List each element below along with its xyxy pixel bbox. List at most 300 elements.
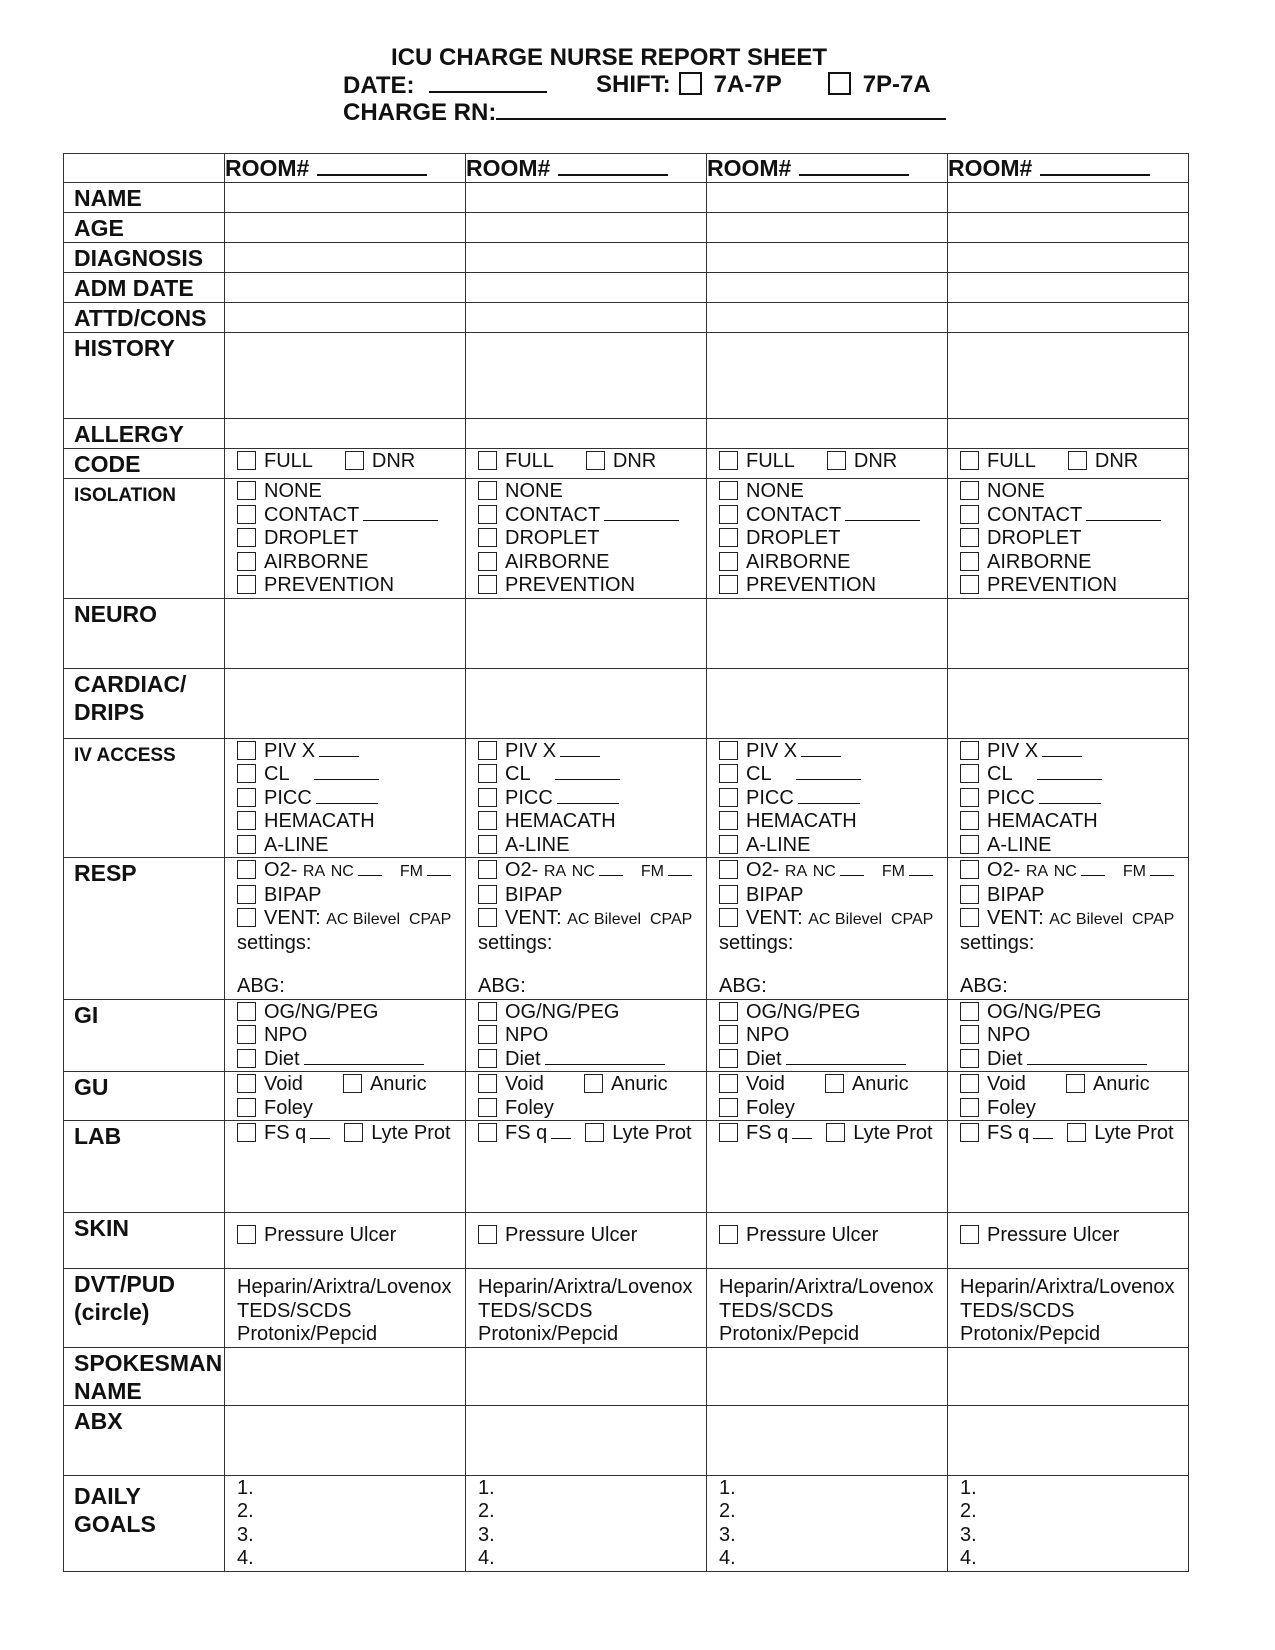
hemacath-checkbox[interactable] xyxy=(478,811,497,830)
diet-checkbox[interactable] xyxy=(719,1049,738,1068)
room-header-2[interactable] xyxy=(466,154,707,183)
shift-night-checkbox[interactable] xyxy=(828,72,851,95)
row-label-text: DAILY xyxy=(74,1482,141,1509)
age-room-3[interactable] xyxy=(707,213,948,243)
settings-label: settings: xyxy=(478,931,553,954)
bipap-checkbox[interactable] xyxy=(960,885,979,904)
anuric-checkbox[interactable] xyxy=(1066,1074,1085,1093)
a-line-checkbox[interactable] xyxy=(237,835,256,854)
dnr-checkbox[interactable] xyxy=(586,451,605,470)
spokesman-room-3[interactable] xyxy=(707,1347,948,1405)
row-label xyxy=(64,858,225,1000)
neuro-room-4[interactable] xyxy=(948,598,1189,668)
room-label: ROOM# xyxy=(948,155,1033,181)
full-code-checkbox[interactable] xyxy=(960,451,979,470)
goal-item[interactable]: 3. xyxy=(478,1523,495,1546)
history-room-3[interactable] xyxy=(707,333,948,419)
teds-scds-option[interactable]: TEDS/SCDS xyxy=(960,1299,1075,1322)
isolation-airborne-checkbox[interactable] xyxy=(237,552,256,571)
dvt-pud-room-1 xyxy=(225,1269,466,1348)
diet-label: Diet xyxy=(264,1047,300,1070)
cardiac-drips-room-2[interactable] xyxy=(466,668,707,738)
cardiac-drips-room-3[interactable] xyxy=(707,668,948,738)
name-room-3[interactable] xyxy=(707,183,948,213)
abx-room-4[interactable] xyxy=(948,1405,1189,1475)
neuro-room-1[interactable] xyxy=(225,598,466,668)
a-line-checkbox[interactable] xyxy=(719,835,738,854)
o2-label: O2- xyxy=(264,859,298,881)
nc-flow-field[interactable] xyxy=(1081,861,1105,876)
cl-checkbox[interactable] xyxy=(719,764,738,783)
fm-flow-field[interactable] xyxy=(1150,861,1174,876)
anticoagulant-options[interactable]: Heparin/Arixtra/Lovenox xyxy=(719,1276,934,1298)
npo-checkbox[interactable] xyxy=(478,1025,497,1044)
anuric-checkbox[interactable] xyxy=(584,1074,603,1093)
bipap-label: BIPAP xyxy=(987,883,1045,906)
room-header-1[interactable] xyxy=(225,154,466,183)
room-number-field[interactable] xyxy=(1040,156,1150,176)
room-number-field[interactable] xyxy=(558,156,668,176)
goal-item[interactable]: 1. xyxy=(719,1476,736,1499)
diet-checkbox[interactable] xyxy=(237,1049,256,1068)
name-room-2[interactable] xyxy=(466,183,707,213)
void-label: Void xyxy=(505,1073,544,1095)
isolation-none-checkbox[interactable] xyxy=(237,481,256,500)
void-checkbox[interactable] xyxy=(478,1074,497,1093)
allergy-room-2[interactable] xyxy=(466,419,707,449)
diet-detail-field[interactable] xyxy=(304,1050,424,1065)
contact-detail-field[interactable] xyxy=(604,506,679,521)
npo-checkbox[interactable] xyxy=(719,1025,738,1044)
row-label-text: GOALS xyxy=(74,1510,156,1537)
abx-room-3[interactable] xyxy=(707,1405,948,1475)
allergy-room-3[interactable] xyxy=(707,419,948,449)
cl-detail-field[interactable] xyxy=(555,765,620,780)
cl-detail-field[interactable] xyxy=(796,765,861,780)
void-checkbox[interactable] xyxy=(237,1074,256,1093)
goal-item[interactable]: 4. xyxy=(478,1547,495,1569)
shift-label: SHIFT: xyxy=(596,71,671,98)
goal-item[interactable]: 2. xyxy=(478,1500,495,1522)
pressure-ulcer-checkbox[interactable] xyxy=(960,1225,979,1244)
isolation-room-1 xyxy=(225,479,466,599)
isolation-prevention-checkbox[interactable] xyxy=(719,575,738,594)
dnr-checkbox[interactable] xyxy=(827,451,846,470)
og-ng-peg-checkbox[interactable] xyxy=(478,1002,497,1021)
piv-checkbox[interactable] xyxy=(719,741,738,760)
neuro-room-3[interactable] xyxy=(707,598,948,668)
protonix-pepcid-option[interactable]: Protonix/Pepcid xyxy=(960,1323,1101,1345)
npo-label: NPO xyxy=(505,1024,549,1046)
contact-detail-field[interactable] xyxy=(845,506,920,521)
teds-scds-option[interactable]: TEDS/SCDS xyxy=(478,1299,593,1322)
fs-label: FS q xyxy=(264,1122,307,1144)
isolation-none-label: NONE xyxy=(746,480,804,502)
room-label: ROOM# xyxy=(225,155,310,181)
goal-item[interactable]: 2. xyxy=(237,1500,254,1522)
iv-access-room-4 xyxy=(948,738,1189,858)
picc-checkbox[interactable] xyxy=(478,788,497,807)
age-room-2[interactable] xyxy=(466,213,707,243)
isolation-droplet-label: DROPLET xyxy=(746,527,841,549)
age-room-4[interactable] xyxy=(948,213,1189,243)
goal-item[interactable]: 2. xyxy=(719,1500,736,1522)
a-line-checkbox[interactable] xyxy=(960,835,979,854)
code-room-2 xyxy=(466,449,707,479)
a-line-label: A-LINE xyxy=(987,833,1052,856)
picc-detail-field[interactable] xyxy=(557,789,619,804)
foley-checkbox[interactable] xyxy=(478,1098,497,1117)
row-label xyxy=(64,333,225,419)
shift-day-checkbox[interactable] xyxy=(679,72,702,95)
isolation-none-checkbox[interactable] xyxy=(960,481,979,500)
fs-frequency-field[interactable] xyxy=(551,1124,571,1139)
isolation-droplet-checkbox[interactable] xyxy=(719,528,738,547)
row-label-text: GU xyxy=(74,1074,109,1100)
row-label xyxy=(64,738,225,858)
og-ng-peg-checkbox[interactable] xyxy=(719,1002,738,1021)
isolation-prevention-checkbox[interactable] xyxy=(960,575,979,594)
isolation-none-checkbox[interactable] xyxy=(478,481,497,500)
gi-room-1 xyxy=(225,999,466,1072)
dnr-checkbox[interactable] xyxy=(345,451,364,470)
vent-checkbox[interactable] xyxy=(719,908,738,927)
row-label-text: ADM DATE xyxy=(74,275,194,301)
shift-night-label: 7P-7A xyxy=(862,71,931,98)
cl-checkbox[interactable] xyxy=(478,764,497,783)
fs-checkbox[interactable] xyxy=(960,1123,979,1142)
npo-checkbox[interactable] xyxy=(237,1025,256,1044)
picc-detail-field[interactable] xyxy=(316,789,378,804)
fs-label: FS q xyxy=(987,1122,1030,1144)
bipap-label: BIPAP xyxy=(264,883,322,906)
vent-checkbox[interactable] xyxy=(478,908,497,927)
hemacath-checkbox[interactable] xyxy=(237,811,256,830)
report-header xyxy=(0,0,1275,150)
isolation-airborne-checkbox[interactable] xyxy=(478,552,497,571)
bipap-label: BIPAP xyxy=(505,883,563,906)
fm-flow-field[interactable] xyxy=(909,861,933,876)
vent-modes-label: AC Bilevel CPAP xyxy=(1049,911,1175,928)
goal-item[interactable]: 2. xyxy=(960,1500,977,1522)
hemacath-checkbox[interactable] xyxy=(719,811,738,830)
row-label-text: SKIN xyxy=(74,1215,129,1241)
og-ng-peg-label: OG/NG/PEG xyxy=(264,1000,379,1023)
protonix-pepcid-option[interactable]: Protonix/Pepcid xyxy=(719,1323,860,1345)
pressure-ulcer-label: Pressure Ulcer xyxy=(987,1224,1120,1246)
row-label xyxy=(64,1405,225,1475)
fs-checkbox[interactable] xyxy=(237,1123,256,1142)
a-line-checkbox[interactable] xyxy=(478,835,497,854)
isolation-contact-checkbox[interactable] xyxy=(478,505,497,524)
vent-modes-label: AC Bilevel CPAP xyxy=(567,911,693,928)
resp-room-1 xyxy=(225,858,466,1000)
attd-cons-room-2[interactable] xyxy=(466,303,707,333)
room-label: ROOM# xyxy=(707,155,792,181)
date-field[interactable] xyxy=(429,71,547,93)
isolation-contact-label: CONTACT xyxy=(264,503,360,526)
isolation-airborne-checkbox[interactable] xyxy=(960,552,979,571)
age-room-1[interactable] xyxy=(225,213,466,243)
isolation-prevention-checkbox[interactable] xyxy=(478,575,497,594)
diagnosis-room-4[interactable] xyxy=(948,243,1189,273)
lyte-prot-checkbox[interactable] xyxy=(826,1123,845,1142)
cl-checkbox[interactable] xyxy=(237,764,256,783)
gi-room-2 xyxy=(466,999,707,1072)
row-label-text: NAME xyxy=(74,1377,142,1404)
fs-frequency-field[interactable] xyxy=(792,1124,812,1139)
vent-checkbox[interactable] xyxy=(237,908,256,927)
fm-flow-field[interactable] xyxy=(668,861,692,876)
row-label xyxy=(64,1072,225,1121)
nc-flow-field[interactable] xyxy=(840,861,864,876)
teds-scds-option[interactable]: TEDS/SCDS xyxy=(237,1299,352,1322)
anticoagulant-options[interactable]: Heparin/Arixtra/Lovenox xyxy=(237,1276,452,1298)
settings-label: settings: xyxy=(719,931,794,954)
nc-label: NC xyxy=(1053,863,1077,880)
diet-detail-field[interactable] xyxy=(786,1050,906,1065)
room-number-field[interactable] xyxy=(317,156,427,176)
protonix-pepcid-option[interactable]: Protonix/Pepcid xyxy=(478,1323,619,1345)
pressure-ulcer-checkbox[interactable] xyxy=(237,1225,256,1244)
void-checkbox[interactable] xyxy=(719,1074,738,1093)
pressure-ulcer-checkbox[interactable] xyxy=(719,1225,738,1244)
piv-count-field[interactable] xyxy=(801,742,841,757)
abg-label: ABG: xyxy=(237,975,285,997)
row-label xyxy=(64,273,225,303)
piv-checkbox[interactable] xyxy=(960,741,979,760)
dnr-checkbox[interactable] xyxy=(1068,451,1087,470)
contact-detail-field[interactable] xyxy=(363,506,438,521)
isolation-airborne-label: AIRBORNE xyxy=(987,550,1092,573)
diet-detail-field[interactable] xyxy=(545,1050,665,1065)
diet-label: Diet xyxy=(987,1047,1023,1070)
cl-checkbox[interactable] xyxy=(960,764,979,783)
goal-item[interactable]: 4. xyxy=(719,1547,736,1569)
dvt-pud-room-4 xyxy=(948,1269,1189,1348)
fs-frequency-field[interactable] xyxy=(310,1124,330,1139)
hemacath-label: HEMACATH xyxy=(505,810,616,832)
bipap-checkbox[interactable] xyxy=(719,885,738,904)
piv-checkbox[interactable] xyxy=(478,741,497,760)
isolation-droplet-checkbox[interactable] xyxy=(478,528,497,547)
diagnosis-room-3[interactable] xyxy=(707,243,948,273)
isolation-droplet-checkbox[interactable] xyxy=(237,528,256,547)
bipap-checkbox[interactable] xyxy=(237,885,256,904)
fm-flow-field[interactable] xyxy=(427,861,451,876)
allergy-room-1[interactable] xyxy=(225,419,466,449)
a-line-label: A-LINE xyxy=(746,833,811,856)
foley-checkbox[interactable] xyxy=(960,1098,979,1117)
foley-checkbox[interactable] xyxy=(237,1098,256,1117)
bipap-checkbox[interactable] xyxy=(478,885,497,904)
fm-label: FM xyxy=(881,863,905,880)
row-label xyxy=(64,419,225,449)
anticoagulant-options[interactable]: Heparin/Arixtra/Lovenox xyxy=(478,1276,693,1298)
lyte-prot-label: Lyte Prot xyxy=(853,1122,933,1144)
adm-date-room-2[interactable] xyxy=(466,273,707,303)
isolation-contact-checkbox[interactable] xyxy=(719,505,738,524)
piv-label: PIV X xyxy=(987,739,1039,762)
lyte-prot-checkbox[interactable] xyxy=(344,1123,363,1142)
isolation-prevention-checkbox[interactable] xyxy=(237,575,256,594)
a-line-label: A-LINE xyxy=(505,833,570,856)
foley-checkbox[interactable] xyxy=(719,1098,738,1117)
date-row xyxy=(343,71,547,100)
row-label xyxy=(64,1213,225,1269)
void-checkbox[interactable] xyxy=(960,1074,979,1093)
void-label: Void xyxy=(987,1073,1026,1095)
row-label-text: DRIPS xyxy=(74,698,145,725)
goal-item[interactable]: 1. xyxy=(960,1476,977,1499)
fm-label: FM xyxy=(640,863,664,880)
o2-label: O2- xyxy=(505,859,539,881)
isolation-contact-checkbox[interactable] xyxy=(237,505,256,524)
full-code-checkbox[interactable] xyxy=(237,451,256,470)
npo-checkbox[interactable] xyxy=(960,1025,979,1044)
history-room-1[interactable] xyxy=(225,333,466,419)
attd-cons-room-3[interactable] xyxy=(707,303,948,333)
spokesman-room-1[interactable] xyxy=(225,1347,466,1405)
o2-checkbox[interactable] xyxy=(237,860,256,879)
name-room-4[interactable] xyxy=(948,183,1189,213)
goal-item[interactable]: 3. xyxy=(960,1523,977,1546)
isolation-droplet-label: DROPLET xyxy=(264,527,359,549)
adm-date-room-4[interactable] xyxy=(948,273,1189,303)
hemacath-checkbox[interactable] xyxy=(960,811,979,830)
daily-goals-room-2 xyxy=(466,1475,707,1571)
daily-goals-room-4 xyxy=(948,1475,1189,1571)
full-code-checkbox[interactable] xyxy=(478,451,497,470)
goal-item[interactable]: 1. xyxy=(478,1476,495,1499)
abx-room-2[interactable] xyxy=(466,1405,707,1475)
history-room-2[interactable] xyxy=(466,333,707,419)
attd-cons-room-1[interactable] xyxy=(225,303,466,333)
piv-count-field[interactable] xyxy=(319,742,359,757)
contact-detail-field[interactable] xyxy=(1086,506,1161,521)
vent-modes-label: AC Bilevel CPAP xyxy=(808,911,934,928)
isolation-airborne-checkbox[interactable] xyxy=(719,552,738,571)
foley-label: Foley xyxy=(746,1096,795,1119)
picc-checkbox[interactable] xyxy=(719,788,738,807)
isolation-room-2 xyxy=(466,479,707,599)
neuro-room-2[interactable] xyxy=(466,598,707,668)
nc-flow-field[interactable] xyxy=(599,861,623,876)
vent-modes-label: AC Bilevel CPAP xyxy=(326,911,452,928)
goal-item[interactable]: 3. xyxy=(237,1523,254,1546)
vent-label: VENT: xyxy=(987,907,1044,929)
og-ng-peg-checkbox[interactable] xyxy=(237,1002,256,1021)
lyte-prot-checkbox[interactable] xyxy=(585,1123,604,1142)
resp-room-4 xyxy=(948,858,1189,1000)
teds-scds-option[interactable]: TEDS/SCDS xyxy=(719,1299,834,1322)
picc-detail-field[interactable] xyxy=(1039,789,1101,804)
adm-date-room-1[interactable] xyxy=(225,273,466,303)
date-label: DATE: xyxy=(343,72,415,99)
piv-count-field[interactable] xyxy=(1042,742,1082,757)
goal-item[interactable]: 4. xyxy=(960,1547,977,1569)
charge-rn-field[interactable] xyxy=(496,98,946,120)
anticoagulant-options[interactable]: Heparin/Arixtra/Lovenox xyxy=(960,1276,1175,1298)
room-number-field[interactable] xyxy=(799,156,909,176)
daily-goals-room-1 xyxy=(225,1475,466,1571)
adm-date-room-3[interactable] xyxy=(707,273,948,303)
picc-checkbox[interactable] xyxy=(237,788,256,807)
o2-checkbox[interactable] xyxy=(960,860,979,879)
anuric-label: Anuric xyxy=(369,1073,427,1095)
vent-checkbox[interactable] xyxy=(960,908,979,927)
fs-checkbox[interactable] xyxy=(719,1123,738,1142)
isolation-contact-checkbox[interactable] xyxy=(960,505,979,524)
row-label xyxy=(64,479,225,599)
spokesman-room-4[interactable] xyxy=(948,1347,1189,1405)
cardiac-drips-room-1[interactable] xyxy=(225,668,466,738)
attd-cons-room-4[interactable] xyxy=(948,303,1189,333)
goal-item[interactable]: 3. xyxy=(719,1523,736,1546)
cl-label: CL xyxy=(746,763,772,785)
pressure-ulcer-checkbox[interactable] xyxy=(478,1225,497,1244)
diagnosis-room-1[interactable] xyxy=(225,243,466,273)
cl-detail-field[interactable] xyxy=(1037,765,1102,780)
full-code-checkbox[interactable] xyxy=(719,451,738,470)
abx-room-1[interactable] xyxy=(225,1405,466,1475)
anuric-checkbox[interactable] xyxy=(343,1074,362,1093)
cl-detail-field[interactable] xyxy=(314,765,379,780)
picc-checkbox[interactable] xyxy=(960,788,979,807)
spokesman-room-2[interactable] xyxy=(466,1347,707,1405)
npo-label: NPO xyxy=(987,1024,1031,1046)
fs-frequency-field[interactable] xyxy=(1033,1124,1053,1139)
og-ng-peg-checkbox[interactable] xyxy=(960,1002,979,1021)
protonix-pepcid-option[interactable]: Protonix/Pepcid xyxy=(237,1323,378,1345)
row-label xyxy=(64,598,225,668)
room-label: ROOM# xyxy=(466,155,551,181)
lyte-prot-checkbox[interactable] xyxy=(1067,1123,1086,1142)
cardiac-drips-room-4[interactable] xyxy=(948,668,1189,738)
piv-checkbox[interactable] xyxy=(237,741,256,760)
history-room-4[interactable] xyxy=(948,333,1189,419)
isolation-none-label: NONE xyxy=(264,480,322,502)
isolation-none-checkbox[interactable] xyxy=(719,481,738,500)
diet-checkbox[interactable] xyxy=(478,1049,497,1068)
fs-checkbox[interactable] xyxy=(478,1123,497,1142)
row-label-text: (circle) xyxy=(74,1299,150,1325)
room-header-4[interactable] xyxy=(948,154,1189,183)
og-ng-peg-label: OG/NG/PEG xyxy=(987,1000,1102,1023)
settings-label: settings: xyxy=(960,931,1035,954)
picc-detail-field[interactable] xyxy=(798,789,860,804)
diet-detail-field[interactable] xyxy=(1027,1050,1147,1065)
goal-item[interactable]: 1. xyxy=(237,1476,254,1499)
anuric-checkbox[interactable] xyxy=(825,1074,844,1093)
isolation-airborne-label: AIRBORNE xyxy=(746,550,851,573)
diagnosis-room-2[interactable] xyxy=(466,243,707,273)
allergy-room-4[interactable] xyxy=(948,419,1189,449)
nc-label: NC xyxy=(812,863,836,880)
o2-checkbox[interactable] xyxy=(719,860,738,879)
isolation-droplet-checkbox[interactable] xyxy=(960,528,979,547)
diet-checkbox[interactable] xyxy=(960,1049,979,1068)
o2-checkbox[interactable] xyxy=(478,860,497,879)
lab-room-4 xyxy=(948,1121,1189,1213)
room-header-3[interactable] xyxy=(707,154,948,183)
piv-count-field[interactable] xyxy=(560,742,600,757)
lyte-prot-label: Lyte Prot xyxy=(612,1122,692,1144)
name-room-1[interactable] xyxy=(225,183,466,213)
pressure-ulcer-label: Pressure Ulcer xyxy=(505,1224,638,1246)
goal-item[interactable]: 4. xyxy=(237,1547,254,1569)
nc-flow-field[interactable] xyxy=(358,861,382,876)
